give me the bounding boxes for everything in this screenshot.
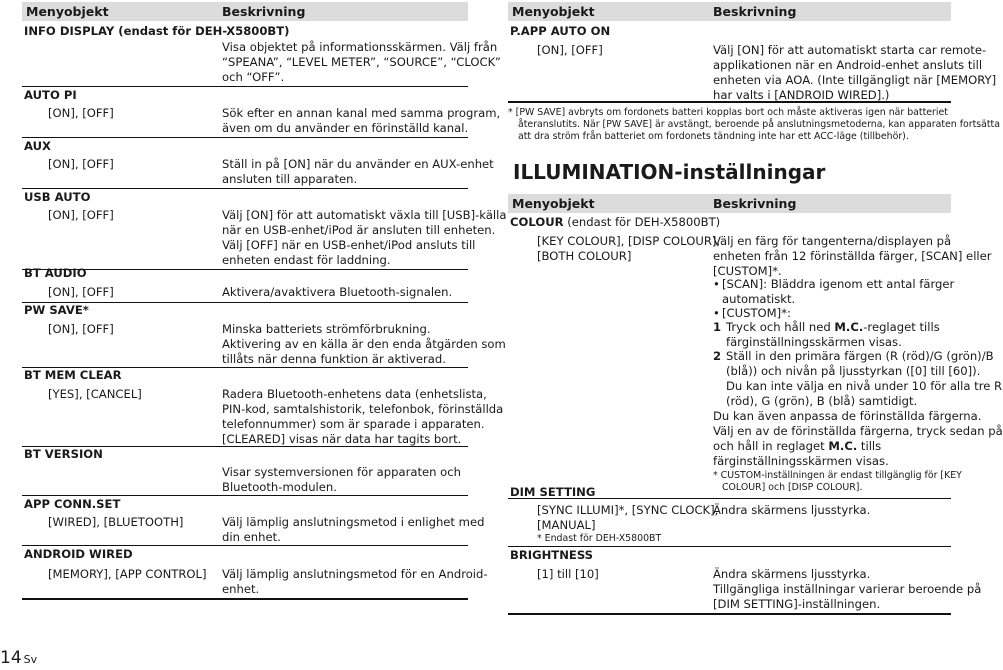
colour-desc-2: enheten från 12 förinställda färger, [SCAN] eller — [713, 249, 992, 263]
colour-name: COLOUR — [510, 215, 564, 229]
table-bottom-rule — [22, 598, 468, 600]
divider — [22, 495, 468, 496]
row-name-pw-save: PW SAVE* — [24, 303, 89, 317]
row-desc-bt-version-2: Bluetooth-modulen. — [222, 480, 337, 494]
row-opt-aux: [ON], [OFF] — [48, 157, 114, 171]
row-name-auto-pi: AUTO PI — [24, 88, 77, 102]
left-header-col2: Beskrivning — [222, 4, 306, 19]
row-name-aux: AUX — [24, 139, 51, 153]
colour-extra-3 — [713, 439, 881, 454]
row-desc-info-display-1: Visa objektet på informationsskärmen. Välj från — [222, 40, 498, 54]
row-desc-usb-auto-2: när en USB-enhet/iPod är ansluten till enheten. — [222, 223, 496, 237]
colour-extra-2: Välj en av de förinställda färgerna, tryck sedan på — [713, 424, 1003, 438]
row-opt-usb-auto: [ON], [OFF] — [48, 208, 114, 222]
table-bottom-rule — [508, 613, 951, 615]
row-opt-colour-1: [KEY COLOUR], [DISP COLOUR], — [537, 234, 721, 248]
divider — [22, 302, 468, 303]
divider — [508, 546, 951, 547]
row-desc-info-display-3: och “OFF”. — [222, 70, 285, 84]
colour-step-1 — [726, 320, 940, 335]
row-opt-dim-1: [SYNC ILLUMI]*, [SYNC CLOCK], — [537, 503, 719, 517]
right-table-header-1 — [508, 2, 951, 21]
row-desc-bt-audio-1: Aktivera/avaktivera Bluetooth-signalen. — [222, 285, 453, 299]
row-name-bt-version: BT VERSION — [24, 447, 103, 461]
bullet-icon: • — [713, 306, 720, 320]
page-number-value: 14 — [0, 648, 22, 668]
row-desc-bt-mem-clear-2: PIN-kod, samtalshistorik, telefonbok, förinställda — [222, 402, 504, 416]
extra3-bold: M.C. — [828, 439, 858, 453]
row-desc-pw-save-1: Minska batteriets strömförbrukning. — [222, 322, 431, 336]
row-desc-bt-version-1: Visar systemversionen för apparaten och — [222, 465, 461, 479]
colour-step-1-cont: färginställningsskärmen visas. — [726, 335, 902, 349]
step1-bold: M.C. — [834, 320, 864, 334]
row-name-info-display: INFO DISPLAY (endast för DEH-X5800BT) — [24, 24, 290, 38]
row-desc-auto-pi-2: även om du använder en förinställd kanal. — [222, 121, 469, 135]
row-desc-android-wired-1: Välj lämplig anslutningsmetod för en Android- — [222, 567, 488, 581]
colour-step-2-cont-3: (röd), G (grön), B (blå) samtidigt. — [726, 394, 918, 408]
row-desc-aux-1: Ställ in på [ON] när du använder en AUX-enhet — [222, 157, 494, 171]
row-name-colour — [510, 215, 720, 230]
row-desc-bt-mem-clear-3: telefonnummer) som är sparade i apparaten. — [222, 417, 485, 431]
footnote-line-2: återanslutits. När [PW SAVE] är avstängt, beroende på anslutningsmetoderna, kan apparaten fortsätta — [518, 119, 1000, 130]
extra3-post: tills — [857, 439, 882, 453]
row-desc-p-app-2: applikationen när en Android-enhet ansluts till — [713, 58, 983, 72]
row-desc-p-app-1: Välj [ON] för att automatiskt starta car remote- — [713, 43, 987, 57]
row-name-dim-setting: DIM SETTING — [510, 485, 596, 499]
row-desc-info-display-2: “SPEANA”, “LEVEL METER”, “SOURCE”, “CLOCK” — [222, 55, 501, 69]
row-desc-p-app-3: enheten via AOA. (Inte tillgängligt när [MEMORY] — [713, 73, 997, 87]
right-header2-col1: Menyobjekt — [512, 196, 595, 211]
row-name-bt-audio: BT AUDIO — [24, 266, 87, 280]
row-name-app-conn-set: APP CONN.SET — [24, 497, 121, 511]
step-number: 2 — [713, 349, 722, 363]
row-desc-pw-save-3: tillåts när denna funktion är aktiverad. — [222, 352, 446, 366]
row-opt-bt-audio: [ON], [OFF] — [48, 285, 114, 299]
colour-extra-1: Du kan även anpassa de förinställda färgerna. — [713, 409, 982, 423]
step-number: 1 — [713, 320, 722, 334]
table-bottom-rule — [508, 101, 951, 103]
row-name-bt-mem-clear: BT MEM CLEAR — [24, 368, 122, 382]
colour-step-2-cont-2: Du kan inte välja en nivå under 10 för alla tre R — [726, 379, 1003, 393]
colour-name-note: (endast för DEH-X5800BT) — [563, 215, 721, 229]
row-desc-usb-auto-3: Välj [OFF] när en USB-enhet/iPod ansluts till — [222, 238, 476, 252]
footnote-line-3: att dra ström från batteriet om fordonets tändning inte har ett ACC-läge (tillbehör). — [518, 131, 909, 142]
row-opt-dim-2: [MANUAL] — [537, 518, 596, 532]
left-table-header — [22, 2, 468, 21]
extra3-pre: och håll in reglaget — [713, 439, 829, 453]
row-opt-app-conn-set: [WIRED], [BLUETOOTH] — [48, 515, 184, 529]
divider — [22, 545, 468, 546]
row-opt-bt-mem-clear: [YES], [CANCEL] — [48, 387, 142, 401]
step1-pre: Tryck och håll ned — [726, 320, 835, 334]
row-desc-aux-2: ansluten till apparaten. — [222, 172, 358, 186]
right-header2-col2: Beskrivning — [713, 196, 797, 211]
colour-extra-4: färginställningsskärmen visas. — [713, 454, 889, 468]
divider — [22, 269, 468, 270]
right-header1-col1: Menyobjekt — [512, 4, 595, 19]
row-desc-usb-auto-4: enheten endast för laddning. — [222, 253, 391, 267]
divider — [22, 188, 468, 189]
colour-bullet-2: [CUSTOM]*: — [722, 306, 791, 320]
bullet-icon: • — [713, 277, 720, 291]
row-opt-android-wired: [MEMORY], [APP CONTROL] — [48, 567, 207, 581]
row-desc-app-conn-set-1: Välj lämplig anslutningsmetod i enlighet med — [222, 515, 485, 529]
row-opt-pw-save: [ON], [OFF] — [48, 322, 114, 336]
row-desc-brightness-3: [DIM SETTING]-inställningen. — [713, 597, 881, 611]
section-title: ILLUMINATION-inställningar — [513, 160, 826, 184]
row-name-android-wired: ANDROID WIRED — [24, 547, 133, 561]
left-header-col1: Menyobjekt — [26, 4, 109, 19]
row-desc-bt-mem-clear-4: [CLEARED] visas när data har tagits bort. — [222, 432, 462, 446]
colour-step-2-cont-1: (blå)) och nivån på ljusstyrkan ([0] till [60]). — [726, 364, 981, 378]
divider — [22, 137, 468, 138]
row-opt-colour-2: [BOTH COLOUR] — [537, 249, 632, 263]
right-table-header-2 — [508, 194, 951, 213]
row-desc-app-conn-set-2: din enhet. — [222, 530, 281, 544]
footnote-line-1: * [PW SAVE] avbryts om fordonets batteri kopplas bort och måste aktiveras igen när batteriet — [508, 107, 948, 118]
row-opt-dim-note: * Endast för DEH-X5800BT — [537, 533, 662, 544]
colour-desc-1: Välj en färg för tangenterna/displayen på — [713, 234, 952, 248]
row-name-usb-auto: USB AUTO — [24, 190, 91, 204]
colour-bullet-1b: automatiskt. — [722, 292, 796, 306]
row-desc-auto-pi-1: Sök efter en annan kanal med samma program, — [222, 106, 501, 120]
colour-step-2: Ställ in den primära färgen (R (röd)/G (grön)/B — [726, 349, 994, 363]
row-opt-brightness: [1] till [10] — [537, 567, 599, 581]
row-desc-dim: Ändra skärmens ljusstyrka. — [713, 503, 871, 517]
page-number — [0, 648, 37, 670]
row-desc-pw-save-2: Aktivering av en källa är den enda åtgärden som — [222, 337, 506, 351]
row-opt-p-app-auto-on: [ON], [OFF] — [537, 43, 603, 57]
right-header1-col2: Beskrivning — [713, 4, 797, 19]
colour-note-1: * CUSTOM-inställningen är endast tillgänglig för [KEY — [713, 470, 962, 481]
row-desc-usb-auto-1: Välj [ON] för att automatiskt växla till [USB]-källa — [222, 208, 507, 222]
row-desc-android-wired-2: enhet. — [222, 582, 260, 596]
colour-desc-3: [CUSTOM]*. — [713, 264, 782, 278]
row-name-brightness: BRIGHTNESS — [510, 548, 594, 562]
colour-bullet-1a: [SCAN]: Bläddra igenom ett antal färger — [722, 277, 955, 291]
colour-note-2: COLOUR] och [DISP COLOUR]. — [722, 482, 863, 493]
page-lang: Sv — [23, 653, 38, 666]
row-opt-auto-pi: [ON], [OFF] — [48, 106, 114, 120]
row-desc-bt-mem-clear-1: Radera Bluetooth-enhetens data (enhetslista, — [222, 387, 487, 401]
step1-post: -reglaget tills — [863, 320, 940, 334]
divider — [22, 86, 468, 87]
row-desc-brightness-1: Ändra skärmens ljusstyrka. — [713, 567, 871, 581]
row-desc-p-app-4: har valts i [ANDROID WIRED].) — [713, 88, 890, 102]
row-name-p-app-auto-on: P.APP AUTO ON — [510, 24, 611, 38]
row-desc-brightness-2: Tillgängliga inställningar varierar beroende på — [713, 582, 982, 596]
